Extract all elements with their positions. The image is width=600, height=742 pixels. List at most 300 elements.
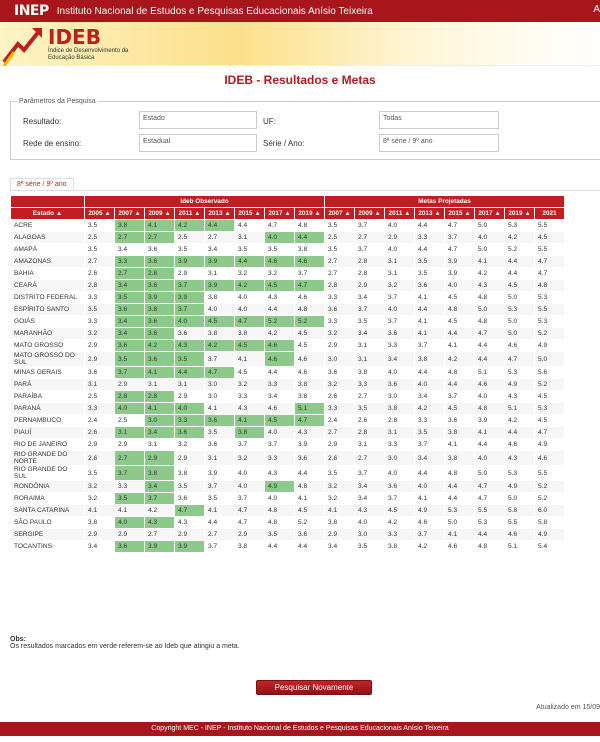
- projected-goal-cell: 3.7: [445, 391, 475, 403]
- state-name-cell: RIO GRANDE DO NORTE: [11, 451, 85, 466]
- projected-goal-cell: 5.5: [505, 517, 535, 529]
- observed-value-cell: 4.6: [295, 352, 325, 367]
- projected-goal-cell: 5.1: [505, 541, 535, 553]
- observed-value-cell: 3.7: [295, 268, 325, 280]
- projected-goal-cell: 4.6: [475, 379, 505, 391]
- projected-goal-cell: 5.0: [475, 244, 505, 256]
- state-name-cell: BAHIA: [11, 268, 85, 280]
- observed-value-cell: 2.8: [85, 280, 115, 292]
- observed-value-cell: 3.7: [175, 304, 205, 316]
- projected-goal-cell: 3.7: [355, 466, 385, 481]
- projected-goal-cell: 4.3: [505, 391, 535, 403]
- projected-goal-cell: 3.1: [355, 340, 385, 352]
- observed-value-cell: 4.4: [295, 466, 325, 481]
- projected-goal-cell: 5.5: [535, 466, 565, 481]
- state-name-cell: SANTA CATARINA: [11, 505, 85, 517]
- projected-goal-cell: 3.3: [415, 232, 445, 244]
- observed-value-cell: 3.3: [265, 451, 295, 466]
- search-parameters-legend: Parâmetros da Pesquisa: [19, 98, 96, 105]
- projected-goal-cell: 4.1: [415, 292, 445, 304]
- projected-goal-cell: 4.7: [445, 220, 475, 232]
- projected-goal-cell: 3.4: [355, 328, 385, 340]
- projected-goal-cell: 4.4: [475, 340, 505, 352]
- meta-year-header[interactable]: 2019 ▲: [505, 208, 535, 220]
- observed-value-cell: 3.2: [85, 481, 115, 493]
- obs-year-header[interactable]: 2007 ▲: [115, 208, 145, 220]
- projected-goal-cell: 3.7: [355, 220, 385, 232]
- observed-value-cell: 2.5: [115, 415, 145, 427]
- resultado-field[interactable]: Estado: [139, 111, 257, 129]
- group-header-observado: Ideb Observado: [85, 196, 325, 208]
- observed-value-cell: 4.2: [175, 220, 205, 232]
- observed-value-cell: 2.7: [205, 232, 235, 244]
- observed-value-cell: 4.7: [205, 367, 235, 379]
- projected-goal-cell: 3.5: [325, 466, 355, 481]
- projected-goal-cell: 3.4: [355, 481, 385, 493]
- observed-value-cell: 3.4: [205, 244, 235, 256]
- observed-value-cell: 3.7: [175, 280, 205, 292]
- projected-goal-cell: 4.0: [385, 367, 415, 379]
- footer-copyright: Copyright MEC - INEP - Instituto Nacional de Estudos e Pesquisas Educacionais Anísio Teixeira: [0, 722, 600, 736]
- projected-goal-cell: 4.5: [385, 505, 415, 517]
- projected-goal-cell: 4.8: [475, 403, 505, 415]
- table-row: [11, 415, 565, 427]
- observed-value-cell: 4.8: [265, 505, 295, 517]
- projected-goal-cell: 4.4: [505, 268, 535, 280]
- obs-year-header[interactable]: 2005 ▲: [85, 208, 115, 220]
- observed-value-cell: 3.7: [115, 367, 145, 379]
- table-row: [11, 439, 565, 451]
- observed-value-cell: 3.5: [115, 352, 145, 367]
- observed-value-cell: 3.6: [145, 328, 175, 340]
- rede-label: Rede de ensino:: [23, 139, 82, 148]
- observed-value-cell: 3.6: [145, 316, 175, 328]
- observed-value-cell: 3.8: [85, 517, 115, 529]
- projected-goal-cell: 3.8: [385, 403, 415, 415]
- projected-goal-cell: 4.4: [445, 379, 475, 391]
- observed-value-cell: 3.0: [205, 379, 235, 391]
- projected-goal-cell: 3.1: [385, 427, 415, 439]
- observed-value-cell: 3.4: [265, 391, 295, 403]
- observed-value-cell: 4.0: [175, 316, 205, 328]
- projected-goal-cell: 2.6: [325, 451, 355, 466]
- observed-value-cell: 5.1: [295, 403, 325, 415]
- inep-logo[interactable]: INEP: [14, 3, 49, 19]
- projected-goal-cell: 3.8: [445, 427, 475, 439]
- observed-value-cell: 4.6: [295, 367, 325, 379]
- projected-goal-cell: 2.7: [325, 256, 355, 268]
- projected-goal-cell: 4.9: [505, 379, 535, 391]
- observed-value-cell: 4.6: [295, 292, 325, 304]
- projected-goal-cell: 4.4: [415, 304, 445, 316]
- projected-goal-cell: 4.8: [475, 292, 505, 304]
- state-name-cell: PERNAMBUCO: [11, 415, 85, 427]
- observed-value-cell: 2.9: [115, 439, 145, 451]
- results-table: [10, 195, 565, 553]
- observed-value-cell: 3.1: [115, 427, 145, 439]
- observed-value-cell: 4.0: [265, 493, 295, 505]
- projected-goal-cell: 2.5: [325, 232, 355, 244]
- projected-goal-cell: 2.7: [325, 427, 355, 439]
- projected-goal-cell: 4.0: [385, 244, 415, 256]
- observed-value-cell: 3.4: [145, 481, 175, 493]
- projected-goal-cell: 4.4: [505, 256, 535, 268]
- projected-goal-cell: 4.5: [445, 316, 475, 328]
- projected-goal-cell: 4.4: [415, 220, 445, 232]
- observed-value-cell: 2.7: [85, 256, 115, 268]
- observed-value-cell: 3.5: [85, 220, 115, 232]
- observed-value-cell: 3.6: [115, 340, 145, 352]
- observed-value-cell: 3.6: [115, 541, 145, 553]
- observed-value-cell: 3.1: [235, 232, 265, 244]
- observed-value-cell: 4.8: [265, 517, 295, 529]
- projected-goal-cell: 3.5: [355, 403, 385, 415]
- state-name-cell: RIO GRANDE DO SUL: [11, 466, 85, 481]
- projected-goal-cell: 3.5: [325, 244, 355, 256]
- projected-goal-cell: 5.3: [535, 292, 565, 304]
- observed-value-cell: 3.4: [85, 541, 115, 553]
- observed-value-cell: 4.3: [145, 517, 175, 529]
- projected-goal-cell: 4.0: [355, 517, 385, 529]
- projected-goal-cell: 4.9: [535, 529, 565, 541]
- projected-goal-cell: 4.3: [475, 280, 505, 292]
- meta-year-header[interactable]: 2009 ▲: [355, 208, 385, 220]
- observed-value-cell: 3.2: [265, 268, 295, 280]
- state-name-cell: DISTRITO FEDERAL: [11, 292, 85, 304]
- projected-goal-cell: 3.6: [325, 367, 355, 379]
- projected-goal-cell: 4.8: [445, 466, 475, 481]
- projected-goal-cell: 2.9: [355, 280, 385, 292]
- obs-year-header[interactable]: 2015 ▲: [235, 208, 265, 220]
- projected-goal-cell: 4.7: [445, 244, 475, 256]
- observed-value-cell: 2.9: [175, 529, 205, 541]
- projected-goal-cell: 3.0: [385, 451, 415, 466]
- observed-value-cell: 4.1: [205, 403, 235, 415]
- projected-goal-cell: 3.5: [355, 541, 385, 553]
- table-row: [11, 367, 565, 379]
- projected-goal-cell: 4.0: [475, 451, 505, 466]
- observed-value-cell: 3.3: [235, 391, 265, 403]
- observed-value-cell: 3.5: [175, 352, 205, 367]
- uf-label: UF:: [263, 117, 276, 126]
- ideb-arrow-icon: [2, 22, 46, 66]
- observed-value-cell: 4.4: [175, 367, 205, 379]
- observed-value-cell: 4.0: [235, 466, 265, 481]
- table-row: [11, 481, 565, 493]
- projected-goal-cell: 3.7: [355, 304, 385, 316]
- projected-goal-cell: 4.6: [505, 529, 535, 541]
- projected-goal-cell: 3.2: [325, 379, 355, 391]
- projected-goal-cell: 4.5: [535, 232, 565, 244]
- observed-value-cell: 4.0: [205, 304, 235, 316]
- projected-goal-cell: 5.0: [505, 493, 535, 505]
- projected-goal-cell: 5.0: [475, 220, 505, 232]
- projected-goal-cell: 4.5: [535, 391, 565, 403]
- observed-value-cell: 3.6: [205, 439, 235, 451]
- top-bar-right-text[interactable]: A: [593, 4, 600, 15]
- projected-goal-cell: 4.0: [475, 391, 505, 403]
- observed-value-cell: 3.8: [235, 541, 265, 553]
- projected-goal-cell: 4.4: [475, 352, 505, 367]
- projected-goal-cell: 3.5: [355, 316, 385, 328]
- projected-goal-cell: 3.7: [415, 439, 445, 451]
- observed-value-cell: 3.8: [295, 244, 325, 256]
- table-row: [11, 379, 565, 391]
- observed-value-cell: 5.2: [295, 316, 325, 328]
- projected-goal-cell: 2.9: [325, 439, 355, 451]
- updated-date: Atualizado em 15/09: [536, 704, 600, 711]
- table-row: [11, 340, 565, 352]
- projected-goal-cell: 4.0: [445, 280, 475, 292]
- projected-goal-cell: 3.6: [325, 304, 355, 316]
- observed-value-cell: 2.4: [85, 415, 115, 427]
- observation-note: [10, 636, 240, 650]
- observed-value-cell: 3.6: [295, 451, 325, 466]
- observed-value-cell: 4.4: [205, 220, 235, 232]
- table-row: [11, 268, 565, 280]
- uf-field[interactable]: Todas: [379, 111, 499, 129]
- projected-goal-cell: 5.5: [535, 304, 565, 316]
- projected-goal-cell: 5.2: [535, 481, 565, 493]
- observed-value-cell: 3.9: [175, 541, 205, 553]
- observed-value-cell: 3.3: [175, 415, 205, 427]
- projected-goal-cell: 4.8: [445, 367, 475, 379]
- org-name: Instituto Nacional de Estudos e Pesquisas Educacionais Anísio Teixeira: [56, 5, 373, 17]
- observed-value-cell: 3.2: [175, 439, 205, 451]
- projected-goal-cell: 3.6: [385, 481, 415, 493]
- projected-goal-cell: 4.9: [415, 505, 445, 517]
- observed-value-cell: 3.9: [205, 466, 235, 481]
- observed-value-cell: 4.2: [145, 340, 175, 352]
- observed-value-cell: 4.4: [295, 541, 325, 553]
- observed-value-cell: 3.5: [115, 292, 145, 304]
- observed-value-cell: 3.1: [205, 451, 235, 466]
- projected-goal-cell: 4.2: [475, 268, 505, 280]
- projected-goal-cell: 3.5: [415, 427, 445, 439]
- table-row: [11, 304, 565, 316]
- projected-goal-cell: 5.5: [535, 244, 565, 256]
- observed-value-cell: 3.2: [235, 268, 265, 280]
- projected-goal-cell: 3.9: [475, 415, 505, 427]
- projected-goal-cell: 5.0: [475, 304, 505, 316]
- observed-value-cell: 3.8: [235, 328, 265, 340]
- observed-value-cell: 4.7: [235, 517, 265, 529]
- projected-goal-cell: 2.6: [355, 415, 385, 427]
- observation-text: Os resultados marcados em verde referem-se ao Ideb que atingiu a meta.: [10, 643, 240, 650]
- projected-goal-cell: 4.0: [385, 304, 415, 316]
- ideb-subtitle: Índice de Desenvolvimento da Educação Básica: [48, 48, 129, 61]
- projected-goal-cell: 3.6: [385, 328, 415, 340]
- projected-goal-cell: 3.5: [325, 220, 355, 232]
- page-title: IDEB - Resultados e Metas: [224, 73, 376, 87]
- obs-year-header[interactable]: 2009 ▲: [145, 208, 175, 220]
- observed-value-cell: 4.5: [295, 340, 325, 352]
- observed-value-cell: 3.6: [145, 280, 175, 292]
- meta-year-header[interactable]: 2021: [535, 208, 565, 220]
- table-row: [11, 292, 565, 304]
- projected-goal-cell: 3.4: [385, 352, 415, 367]
- observed-value-cell: 4.3: [295, 427, 325, 439]
- projected-goal-cell: 4.1: [325, 505, 355, 517]
- projected-goal-cell: 2.8: [385, 415, 415, 427]
- projected-goal-cell: 3.2: [325, 481, 355, 493]
- state-name-cell: MARANHÃO: [11, 328, 85, 340]
- projected-goal-cell: 5.8: [535, 517, 565, 529]
- rede-field[interactable]: Estadual: [139, 134, 257, 152]
- observed-value-cell: 3.7: [205, 352, 235, 367]
- search-parameters: [10, 98, 600, 160]
- projected-goal-cell: 5.5: [475, 505, 505, 517]
- projected-goal-cell: 3.2: [325, 328, 355, 340]
- observed-value-cell: 4.1: [145, 220, 175, 232]
- projected-goal-cell: 4.4: [445, 481, 475, 493]
- observed-value-cell: 2.9: [85, 439, 115, 451]
- projected-goal-cell: 4.4: [445, 493, 475, 505]
- projected-goal-cell: 5.0: [505, 316, 535, 328]
- observed-value-cell: 4.3: [265, 292, 295, 304]
- observed-value-cell: 4.2: [145, 505, 175, 517]
- projected-goal-cell: 4.7: [535, 268, 565, 280]
- projected-goal-cell: 3.3: [385, 439, 415, 451]
- observed-value-cell: 4.5: [265, 415, 295, 427]
- table-row: [11, 256, 565, 268]
- table-row: [11, 232, 565, 244]
- projected-goal-cell: 3.3: [385, 340, 415, 352]
- table-row: [11, 220, 565, 232]
- empty-header-cell: [11, 196, 85, 208]
- projected-goal-cell: 2.8: [355, 268, 385, 280]
- state-name-cell: TOCANTINS: [11, 541, 85, 553]
- observed-value-cell: 3.8: [295, 391, 325, 403]
- state-name-cell: ACRE: [11, 220, 85, 232]
- observed-value-cell: 4.8: [295, 481, 325, 493]
- observed-value-cell: 2.7: [115, 268, 145, 280]
- meta-year-header[interactable]: 2011 ▲: [385, 208, 415, 220]
- observed-value-cell: 3.4: [115, 328, 145, 340]
- observed-value-cell: 3.1: [145, 379, 175, 391]
- projected-goal-cell: 5.3: [505, 367, 535, 379]
- tab-serie[interactable]: 8ª série / 9º ano: [10, 178, 74, 190]
- observed-value-cell: 3.5: [85, 466, 115, 481]
- results-table-wrapper: [10, 195, 600, 553]
- projected-goal-cell: 3.7: [415, 340, 445, 352]
- observed-value-cell: 3.5: [235, 244, 265, 256]
- projected-goal-cell: 4.6: [445, 541, 475, 553]
- observed-value-cell: 2.7: [145, 232, 175, 244]
- meta-year-header[interactable]: 2017 ▲: [475, 208, 505, 220]
- observed-value-cell: 3.3: [115, 481, 145, 493]
- projected-goal-cell: 2.9: [325, 340, 355, 352]
- header-group-row: [11, 196, 565, 208]
- observed-value-cell: 4.5: [235, 340, 265, 352]
- observed-value-cell: 4.2: [265, 328, 295, 340]
- projected-goal-cell: 4.9: [535, 340, 565, 352]
- projected-goal-cell: 2.7: [355, 391, 385, 403]
- observed-value-cell: 3.2: [85, 328, 115, 340]
- projected-goal-cell: 5.8: [505, 505, 535, 517]
- observed-value-cell: 2.9: [85, 352, 115, 367]
- obs-year-header[interactable]: 2017 ▲: [265, 208, 295, 220]
- projected-goal-cell: 2.9: [385, 232, 415, 244]
- observed-value-cell: 3.8: [235, 427, 265, 439]
- state-name-cell: AMAPÁ: [11, 244, 85, 256]
- observed-value-cell: 4.5: [265, 280, 295, 292]
- projected-goal-cell: 4.1: [415, 328, 445, 340]
- meta-year-header[interactable]: 2007 ▲: [325, 208, 355, 220]
- observed-value-cell: 3.9: [295, 439, 325, 451]
- projected-goal-cell: 5.0: [535, 352, 565, 367]
- observed-value-cell: 3.0: [145, 415, 175, 427]
- state-name-cell: PIAUÍ: [11, 427, 85, 439]
- table-row: [11, 517, 565, 529]
- projected-goal-cell: 3.3: [385, 529, 415, 541]
- projected-goal-cell: 4.9: [535, 439, 565, 451]
- projected-goal-cell: 2.6: [325, 391, 355, 403]
- observed-value-cell: 3.5: [205, 427, 235, 439]
- group-header-metas: Metas Projetadas: [325, 196, 565, 208]
- observed-value-cell: 3.4: [115, 280, 145, 292]
- projected-goal-cell: 5.3: [475, 517, 505, 529]
- table-row: [11, 493, 565, 505]
- observed-value-cell: 4.0: [115, 403, 145, 415]
- obs-year-header[interactable]: 2013 ▲: [205, 208, 235, 220]
- obs-year-header[interactable]: 2011 ▲: [175, 208, 205, 220]
- projected-goal-cell: 3.8: [415, 352, 445, 367]
- projected-goal-cell: 2.9: [325, 529, 355, 541]
- search-again-button[interactable]: Pesquisar Novamente: [256, 680, 372, 695]
- state-name-cell: RONDÔNIA: [11, 481, 85, 493]
- projected-goal-cell: 4.6: [505, 340, 535, 352]
- projected-goal-cell: 5.2: [535, 379, 565, 391]
- estado-column-header[interactable]: Estado ▲: [11, 208, 85, 220]
- observed-value-cell: 4.1: [205, 505, 235, 517]
- observed-value-cell: 3.6: [175, 493, 205, 505]
- projected-goal-cell: 6.0: [535, 505, 565, 517]
- projected-goal-cell: 4.1: [475, 427, 505, 439]
- obs-year-header[interactable]: 2019 ▲: [295, 208, 325, 220]
- observed-value-cell: 2.9: [175, 391, 205, 403]
- projected-goal-cell: 4.4: [415, 244, 445, 256]
- state-name-cell: MATO GROSSO DO SUL: [11, 352, 85, 367]
- projected-goal-cell: 5.3: [505, 220, 535, 232]
- observed-value-cell: 4.0: [265, 427, 295, 439]
- observed-value-cell: 3.9: [205, 280, 235, 292]
- observed-value-cell: 3.8: [205, 292, 235, 304]
- observed-value-cell: 4.6: [265, 256, 295, 268]
- projected-goal-cell: 4.7: [535, 427, 565, 439]
- projected-goal-cell: 4.2: [505, 415, 535, 427]
- state-name-cell: ESPÍRITO SANTO: [11, 304, 85, 316]
- meta-year-header[interactable]: 2015 ▲: [445, 208, 475, 220]
- projected-goal-cell: 4.1: [475, 256, 505, 268]
- observed-value-cell: 3.1: [205, 268, 235, 280]
- observed-value-cell: 3.6: [145, 244, 175, 256]
- projected-goal-cell: 3.1: [355, 439, 385, 451]
- observed-value-cell: 3.2: [235, 379, 265, 391]
- observed-value-cell: 4.4: [235, 220, 265, 232]
- observed-value-cell: 4.3: [235, 403, 265, 415]
- meta-year-header[interactable]: 2013 ▲: [415, 208, 445, 220]
- observed-value-cell: 3.5: [85, 244, 115, 256]
- serie-field[interactable]: 8ª série / 9º ano: [379, 134, 499, 152]
- state-name-cell: CEARÁ: [11, 280, 85, 292]
- observed-value-cell: 3.1: [85, 379, 115, 391]
- observed-value-cell: 2.5: [85, 391, 115, 403]
- observed-value-cell: 4.4: [295, 232, 325, 244]
- projected-goal-cell: 3.0: [325, 352, 355, 367]
- table-row: [11, 244, 565, 256]
- projected-goal-cell: 2.8: [325, 280, 355, 292]
